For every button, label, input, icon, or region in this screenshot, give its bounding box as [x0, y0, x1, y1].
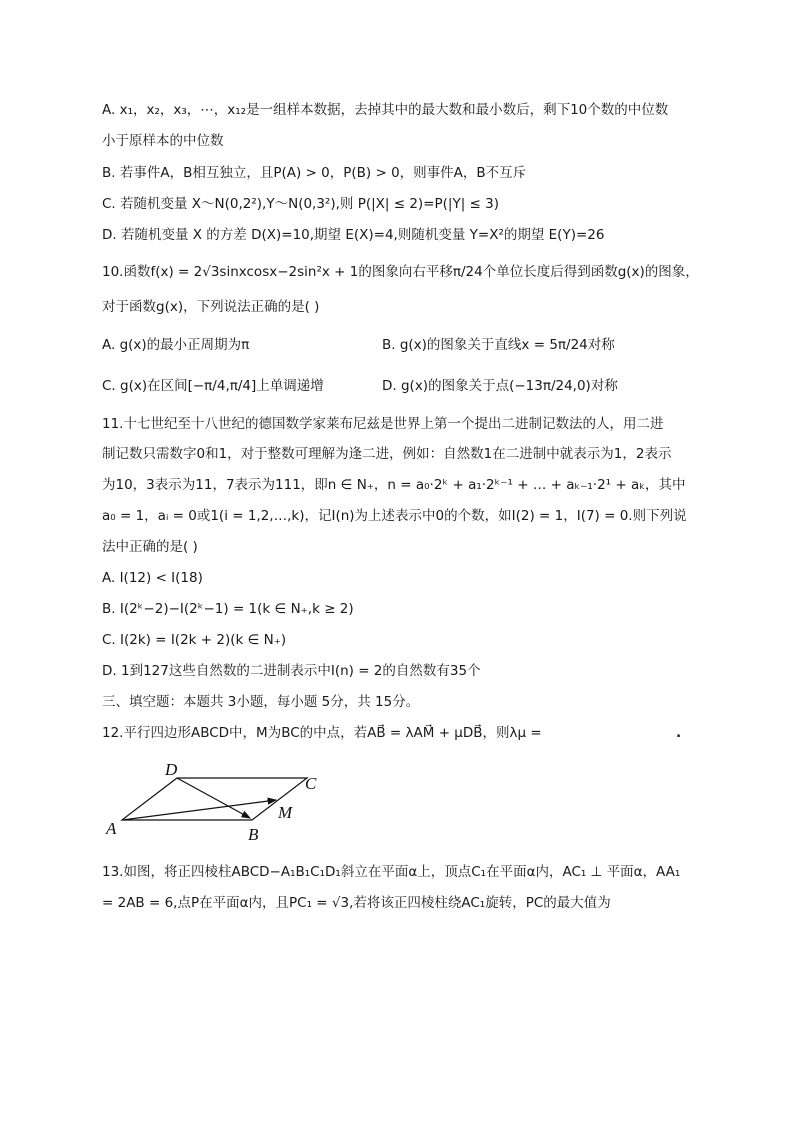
- q10-option-b: B. g(x)的图象关于直线x = 5π/24对称: [382, 337, 615, 353]
- label-m: M: [278, 803, 293, 822]
- q10-stem-line1: 10.函数f(x) = 2√3sinxcosx−2sin²x + 1的图象向右平移π/24个单位长度后得到函数g(x)的图象，: [102, 264, 699, 280]
- section-heading: 三、填空题：本题共 3小题，每小题 5分，共 15分。: [102, 694, 420, 710]
- label-b: B: [248, 825, 259, 844]
- q9-option-a-line2: 小于原样本的中位数: [102, 133, 224, 149]
- q9-option-c: C. 若随机变量 X～N(0,2²),Y～N(0,3²),则 P(|X| ≤ 2)=P(|Y| ≤ 3): [102, 196, 500, 212]
- q12-end-mark: .: [676, 725, 682, 741]
- q10-option-a: A. g(x)的最小正周期为π: [102, 337, 250, 353]
- q11-stem-line2: 制记数只需数字0和1，对于整数可理解为逢二进，例如：自然数1在二进制中就表示为1，2表示: [102, 446, 672, 462]
- q13-stem-line1: 13.如图，将正四棱柱ABCD−A₁B₁C₁D₁斜立在平面α上，顶点C₁在平面α内，AC₁ ⊥ 平面α，AA₁: [102, 864, 681, 880]
- q10-option-c: C. g(x)在区间[−π/4,π/4]上单调递增: [102, 378, 324, 394]
- q9-option-d: D. 若随机变量 X 的方差 D(X)=10,期望 E(X)=4,则随机变量 Y=X²的期望 E(Y)=26: [102, 227, 605, 243]
- q11-option-a: A. I(12) < I(18): [102, 570, 203, 586]
- q12-stem: 12.平行四边形ABCD中，M为BC的中点，若AB⃗ = λAM⃗ + μDB⃗，则λμ =: [102, 725, 542, 741]
- q11-stem-line1: 11.十七世纪至十八世纪的德国数学家莱布尼兹是世界上第一个提出二进制记数法的人，用二进: [102, 416, 664, 432]
- q11-option-d: D. 1到127这些自然数的二进制表示中I(n) = 2的自然数有35个: [102, 663, 481, 679]
- q11-stem-line5: 法中正确的是( ): [102, 539, 198, 555]
- q9-option-b: B. 若事件A，B相互独立，且P(A) > 0，P(B) > 0，则事件A，B不互斥: [102, 165, 527, 181]
- label-d: D: [165, 760, 178, 779]
- q11-option-b: B. I(2ᵏ−2)−I(2ᵏ−1) = 1(k ∈ N₊,k ≥ 2): [102, 601, 354, 617]
- q9-option-a-line1: A. x₁，x₂，x₃，⋯，x₁₂是一组样本数据，去掉其中的最大数和最小数后，剩下10个数的中位数: [102, 102, 669, 118]
- label-c: C: [305, 774, 317, 793]
- parallelogram-figure: [102, 758, 332, 848]
- label-a: A: [106, 819, 117, 838]
- q10-option-d: D. g(x)的图象关于点(−13π/24,0)对称: [382, 378, 618, 394]
- q11-stem-line3: 为10，3表示为11，7表示为111，即n ∈ N₊，n = a₀·2ᵏ + a₁·2ᵏ⁻¹ + … + aₖ₋₁·2¹ + aₖ，其中: [102, 477, 686, 493]
- q11-stem-line4: a₀ = 1，aᵢ = 0或1(i = 1,2,…,k)，记I(n)为上述表示中0的个数，如I(2) = 1，I(7) = 0.则下列说: [102, 508, 687, 524]
- q13-stem-line2: = 2AB = 6,点P在平面α内，且PC₁ = √3,若将该正四棱柱绕AC₁旋转，PC的最大值为: [102, 895, 611, 911]
- q11-option-c: C. I(2k) = I(2k + 2)(k ∈ N₊): [102, 632, 287, 648]
- q10-stem-line2: 对于函数g(x)，下列说法正确的是( ): [102, 299, 320, 315]
